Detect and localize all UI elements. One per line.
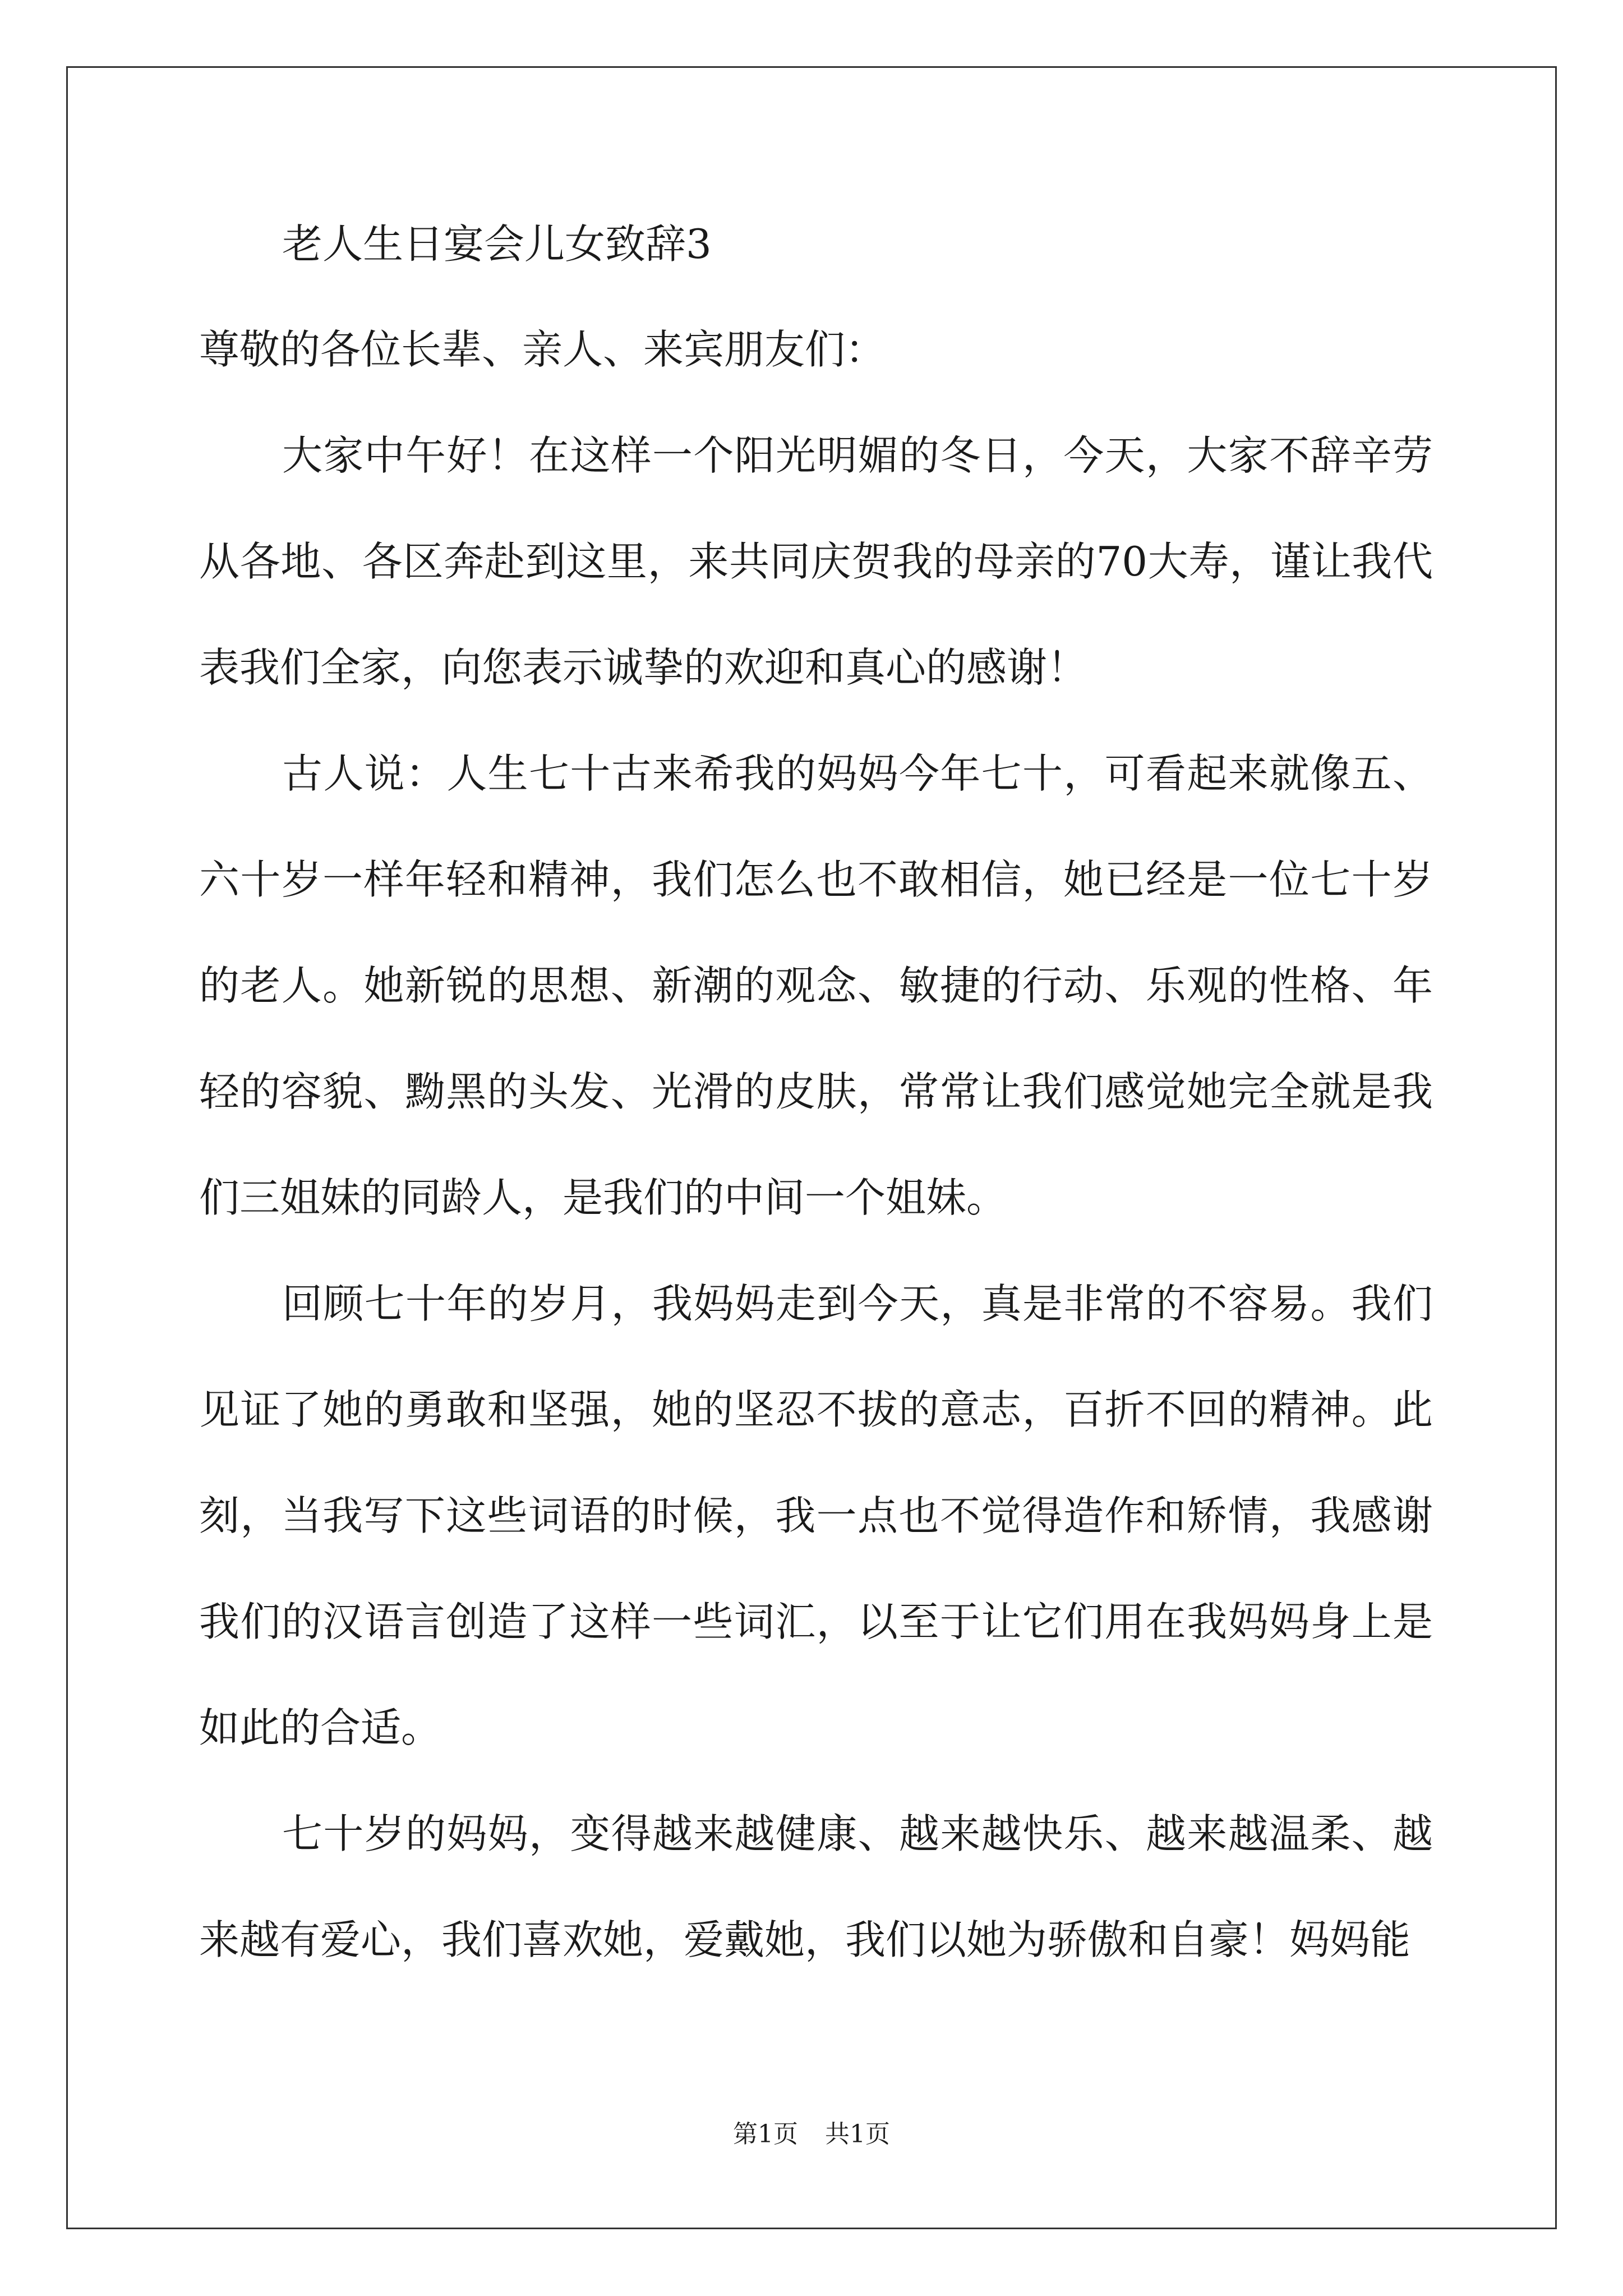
document-title: 老人生日宴会儿女致辞3: [282, 220, 712, 268]
document-body: [199, 210, 1433, 1993]
paragraph-looking-back: 回顾七十年的岁月，我妈妈走到今天，真是非常的不容易。我们见证了她的勇敢和坚强，她的坚忍不拔的意志，百折不回的精神。此刻，当我写下这些词语的时候，我一点也不觉得造作和矫情，我感谢我们的汉语言创造了这样一些词汇，以至于让它们用在我妈妈身上是如此的合适。: [199, 1280, 1433, 1751]
paragraph-mother-today: 七十岁的妈妈，变得越来越健康、越来越快乐、越来越温柔、越来越有爱心，我们喜欢她，爱戴她，我们以她为骄傲和自豪！妈妈能: [199, 1810, 1433, 1963]
paragraph-welcome: 大家中午好！在这样一个阳光明媚的冬日，今天，大家不辞辛劳从各地、各区奔赴到这里，来共同庆贺我的母亲的70大寿，谨让我代表我们全家，向您表示诚挚的欢迎和真心的感谢！: [199, 432, 1433, 691]
page-footer: [0, 2118, 1623, 2151]
salutation: 尊敬的各位长辈、亲人、来宾朋友们：: [199, 326, 886, 373]
paragraph-seventy-years-young: 古人说：人生七十古来希我的妈妈今年七十，可看起来就像五、六十岁一样年轻和精神，我们怎么也不敢相信，她已经是一位七十岁的老人。她新锐的思想、新潮的观念、敏捷的行动、乐观的性格、年轻的容貌、黝黑的头发、光滑的皮肤，常常让我们感觉她完全就是我们三姐妹的同龄人，是我们的中间一个姐妹。: [199, 750, 1433, 1221]
page-number: 第1页: [733, 2120, 798, 2148]
page-total: 共1页: [825, 2120, 890, 2148]
